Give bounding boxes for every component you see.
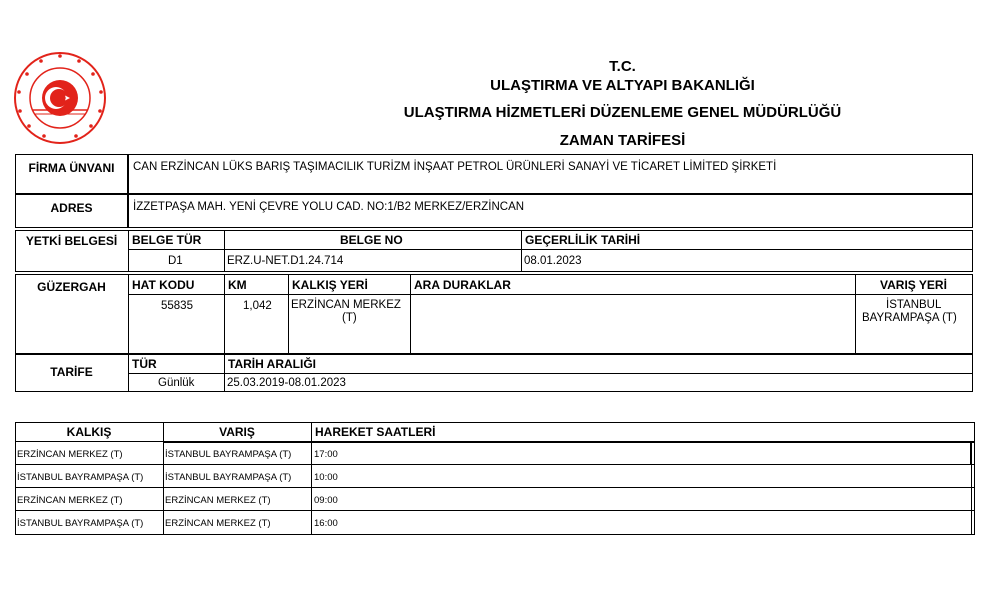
schedule-row-2-kalkis: İSTANBUL BAYRAMPAŞA (T) bbox=[17, 472, 144, 483]
schedule-row-2-saat: 10:00 bbox=[314, 472, 338, 483]
schedule-row-3-varis: ERZİNCAN MERKEZ (T) bbox=[165, 495, 271, 506]
kalkis-yeri-header: KALKIŞ YERİ bbox=[292, 278, 368, 292]
schedule-row-1-saat: 17:00 bbox=[314, 449, 338, 460]
km-header: KM bbox=[228, 278, 247, 292]
tur-header: TÜR bbox=[132, 357, 157, 371]
guzergah-label: GÜZERGAH bbox=[37, 280, 106, 294]
tarife-label: TARİFE bbox=[50, 365, 93, 379]
firma-label: FİRMA ÜNVANI bbox=[28, 161, 115, 175]
tur-value: Günlük bbox=[158, 377, 195, 389]
firma-value-cell bbox=[128, 154, 973, 194]
varis-yeri-header: VARIŞ YERİ bbox=[880, 278, 947, 292]
belge-tur-value: D1 bbox=[168, 255, 183, 267]
schedule-row-1-kalkis: ERZİNCAN MERKEZ (T) bbox=[17, 449, 123, 460]
hat-kodu-value: 55835 bbox=[161, 300, 193, 312]
varis-yeri-value-1: İSTANBUL bbox=[886, 299, 942, 311]
schedule-kalkis-header: KALKIŞ bbox=[66, 425, 112, 439]
header-line-tc: T.C. bbox=[609, 58, 636, 75]
km-value: 1,042 bbox=[243, 300, 272, 312]
schedule-row-4-saat: 16:00 bbox=[314, 518, 338, 529]
firma-value: CAN ERZİNCAN LÜKS BARIŞ TAŞIMACILIK TURİZM İNŞAAT PETROL ÜRÜNLERİ SANAYİ VE TİCARET LİMİTED ŞİRKETİ bbox=[133, 161, 777, 173]
schedule-varis-header: VARIŞ bbox=[219, 425, 255, 439]
belge-no-header: BELGE NO bbox=[340, 233, 403, 247]
tarih-araligi-header: TARİH ARALIĞI bbox=[228, 357, 316, 371]
ara-duraklar-header: ARA DURAKLAR bbox=[414, 278, 511, 292]
gecerlilik-header: GEÇERLİLİK TARİHİ bbox=[525, 233, 641, 247]
schedule-row-2-varis: İSTANBUL BAYRAMPAŞA (T) bbox=[165, 472, 292, 483]
page-title: ZAMAN TARİFESİ bbox=[559, 132, 686, 149]
yetki-label: YETKİ BELGESİ bbox=[25, 234, 118, 248]
header-line-ministry: ULAŞTIRMA VE ALTYAPI BAKANLIĞI bbox=[490, 77, 755, 94]
schedule-row-3-saat: 09:00 bbox=[314, 495, 338, 506]
kalkis-yeri-value-1: ERZİNCAN MERKEZ bbox=[291, 299, 401, 311]
gecerlilik-value: 08.01.2023 bbox=[524, 255, 582, 267]
schedule-saat-header: HAREKET SAATLERİ bbox=[315, 425, 436, 439]
adres-label: ADRES bbox=[50, 201, 93, 215]
schedule-row-3-kalkis: ERZİNCAN MERKEZ (T) bbox=[17, 495, 123, 506]
header-line-directorate: ULAŞTIRMA HİZMETLERİ DÜZENLEME GENEL MÜDÜRLÜĞÜ bbox=[403, 104, 842, 121]
belge-tur-header: BELGE TÜR bbox=[132, 233, 202, 247]
schedule-row-4-varis: ERZİNCAN MERKEZ (T) bbox=[165, 518, 271, 529]
tarih-araligi-value: 25.03.2019-08.01.2023 bbox=[227, 377, 346, 389]
adres-value: İZZETPAŞA MAH. YENİ ÇEVRE YOLU CAD. NO:1/B2 MERKEZ/ERZİNCAN bbox=[133, 201, 525, 213]
kalkis-yeri-value-2: (T) bbox=[342, 312, 357, 324]
schedule-row-4-kalkis: İSTANBUL BAYRAMPAŞA (T) bbox=[17, 518, 144, 529]
hat-kodu-header: HAT KODU bbox=[132, 278, 195, 292]
schedule-row-1-varis: İSTANBUL BAYRAMPAŞA (T) bbox=[165, 449, 292, 460]
belge-no-value: ERZ.U-NET.D1.24.714 bbox=[227, 255, 344, 267]
varis-yeri-value-2: BAYRAMPAŞA (T) bbox=[862, 312, 957, 324]
